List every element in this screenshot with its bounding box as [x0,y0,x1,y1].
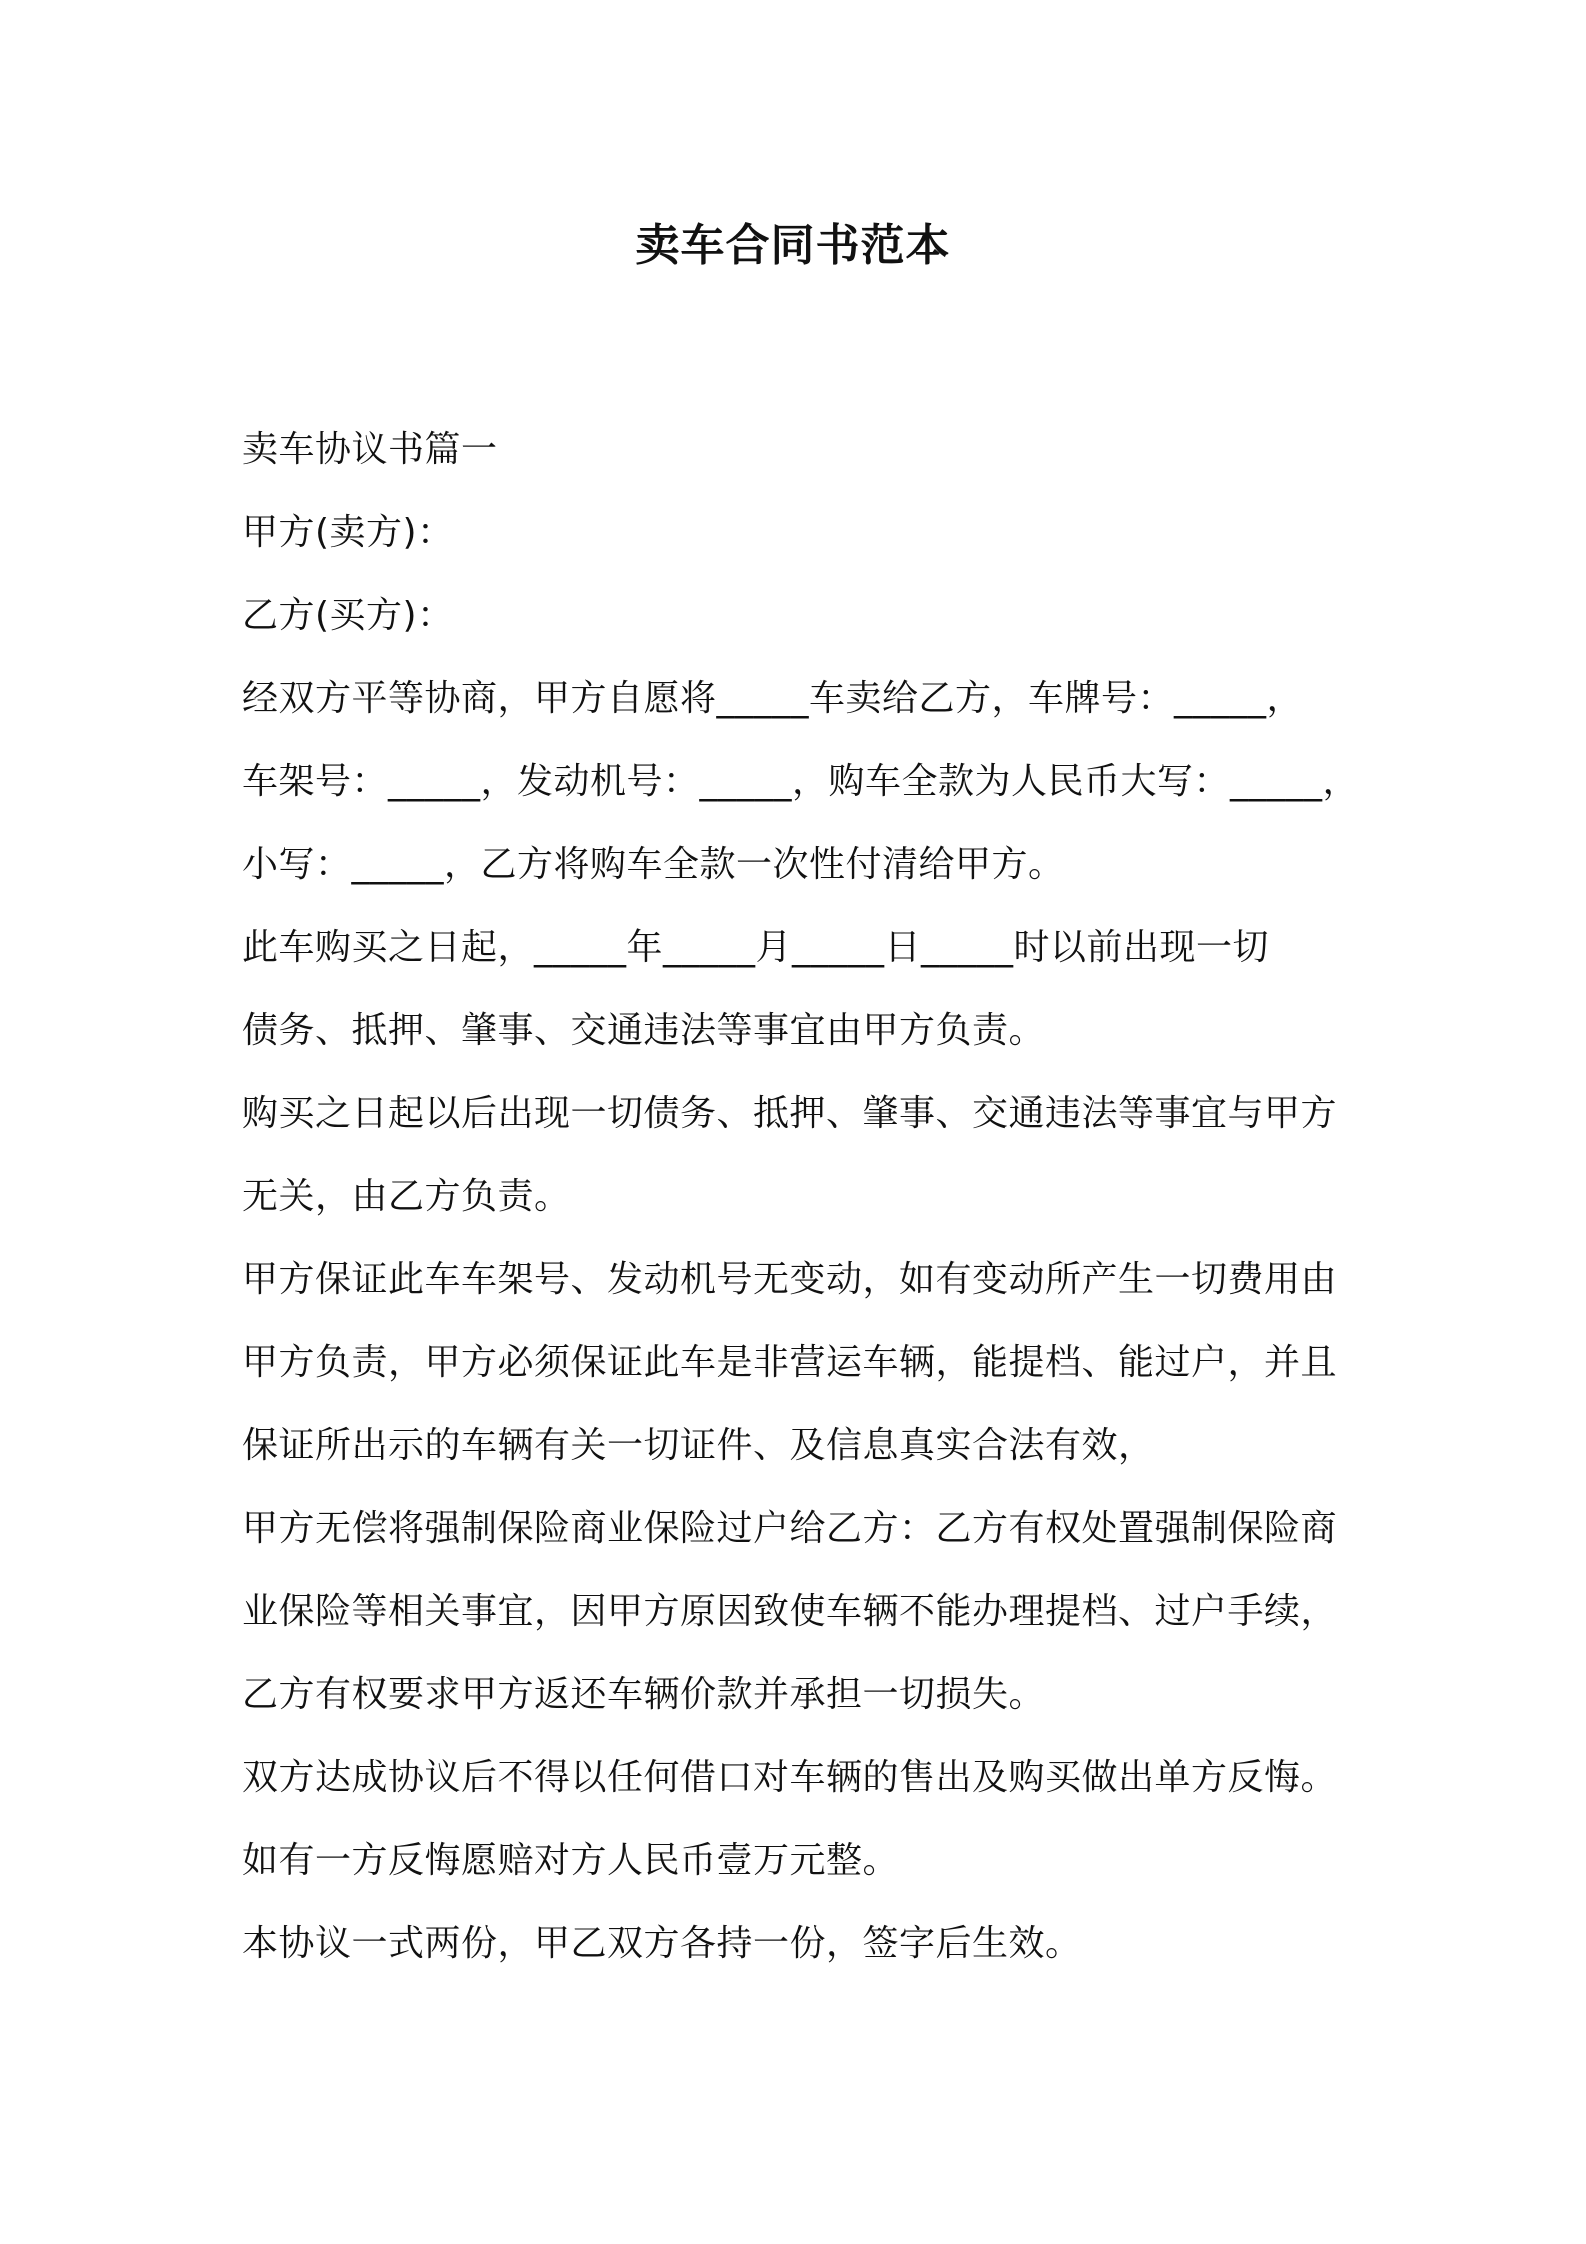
paragraph-line: 乙方有权要求甲方返还车辆价款并承担一切损失。 [242,1674,1046,1715]
section-heading: 卖车协议书篇一 [242,429,498,470]
paragraph-line: 车架号：_____，发动机号：_____，购车全款为人民币大写：_____， [242,761,1360,802]
paragraph-line: 无关，由乙方负责。 [242,1176,571,1217]
paragraph-line: 甲方无偿将强制保险商业保险过户给乙方：乙方有权处置强制保险商 [242,1508,1338,1549]
paragraph-line: 经双方平等协商，甲方自愿将_____车卖给乙方，车牌号：_____， [242,678,1304,719]
paragraph-line: 保证所出示的车辆有关一切证件、及信息真实合法有效， [242,1425,1155,1466]
paragraph-line: 如有一方反悔愿赔对方人民币壹万元整。 [242,1840,900,1881]
document-body [242,408,1362,1985]
party-a-line: 甲方(卖方)： [242,512,454,553]
document-title: 卖车合同书范本 [635,220,951,271]
paragraph-line: 甲方保证此车车架号、发动机号无变动，如有变动所产生一切费用由 [242,1259,1338,1300]
paragraph-line: 此车购买之日起，_____年_____月_____日_____时以前出现一切 [242,927,1270,968]
paragraph-line: 双方达成协议后不得以任何借口对车辆的售出及购买做出单方反悔。 [242,1757,1338,1798]
paragraph-line: 业保险等相关事宜，因甲方原因致使车辆不能办理提档、过户手续， [242,1591,1338,1632]
paragraph-line: 甲方负责，甲方必须保证此车是非营运车辆，能提档、能过户，并且 [242,1342,1338,1383]
paragraph-line: 债务、抵押、肇事、交通违法等事宜由甲方负责。 [242,1010,1046,1051]
party-b-line: 乙方(买方)： [242,595,454,636]
paragraph-line: 购买之日起以后出现一切债务、抵押、肇事、交通违法等事宜与甲方 [242,1093,1338,1134]
paragraph-line: 本协议一式两份，甲乙双方各持一份，签字后生效。 [242,1923,1082,1964]
paragraph-line: 小写：_____，乙方将购车全款一次性付清给甲方。 [242,844,1065,885]
